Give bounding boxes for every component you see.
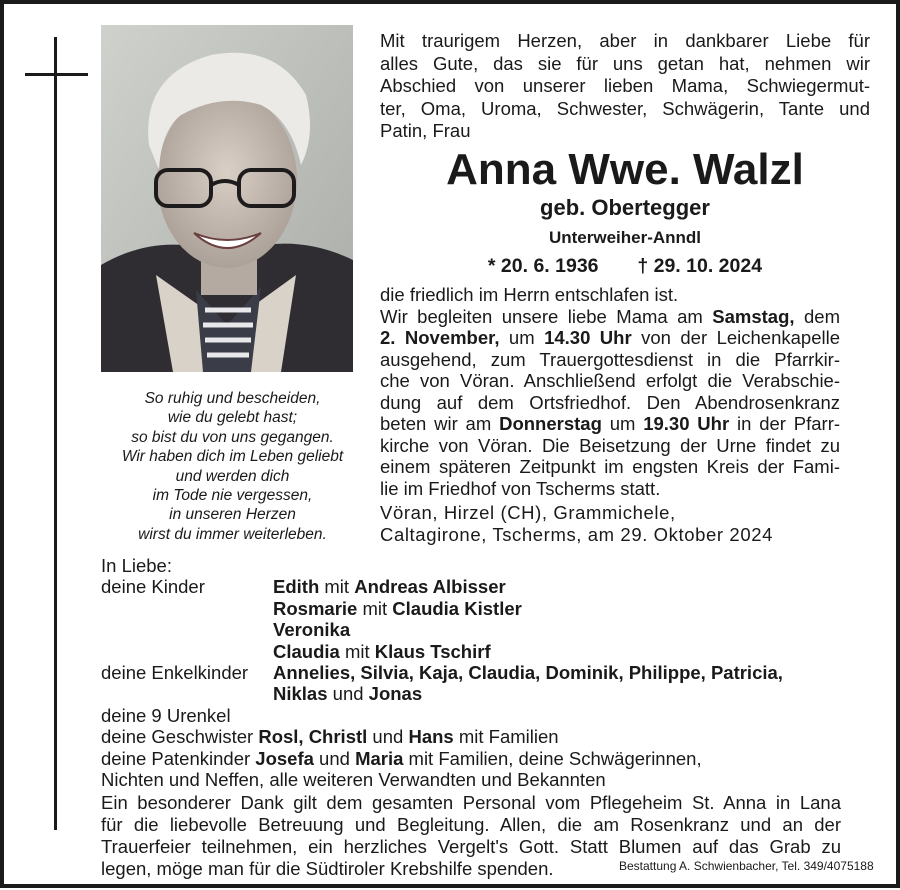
place-line: Caltagirone, Tscherms, am 29. Oktober 2024	[380, 524, 773, 545]
body-line: kirche von Vöran. Die Beisetzung der Urne findet zu	[380, 434, 840, 456]
life-dates	[380, 255, 870, 278]
body-line: einem späteren Zeitpunkt im engsten Kreis der Fami-	[380, 456, 840, 477]
poem-line: und werden dich	[175, 467, 290, 485]
thanks-line: Trauerfeier teilnehmen, ein herzliches Vergelt's Gott. Statt Blumen auf das Grab zu	[101, 836, 841, 857]
child-entry: Edith mit Andreas Albisser	[273, 576, 506, 598]
poem-line: wie du gelebt hast;	[167, 409, 298, 427]
birth-date: * 20. 6. 1936	[487, 255, 599, 277]
body-line: beten wir am Donnerstag um 19.30 Uhr in der Pfarr-	[380, 413, 841, 434]
intro-line: Mit traurigem Herzen, aber in dankbarer Liebe für	[380, 30, 870, 51]
grandchildren-label: deine Enkelkinder	[101, 662, 249, 684]
intro-line: Abschied von unserer lieben Mama, Schwiegermut-	[380, 75, 870, 96]
body-line: die friedlich im Herrn entschlafen ist.	[380, 284, 679, 305]
body-line: Wir begleiten unsere liebe Mama am Samstag, dem	[380, 305, 840, 327]
intro-line: ter, Oma, Uroma, Schwester, Schwägerin, Tante und	[380, 97, 870, 119]
body-line: 2. November, um 14.30 Uhr von der Leichenkapelle	[380, 327, 840, 348]
cross-icon-bar	[25, 73, 88, 76]
deceased-name: Anna Wwe. Walzl	[446, 145, 804, 194]
poem	[90, 389, 375, 544]
children-row	[101, 576, 861, 597]
mourners-list	[101, 555, 861, 790]
great-grandchildren: deine 9 Urenkel	[101, 704, 231, 726]
poem-line: in unseren Herzen	[169, 506, 296, 524]
poem-line: im Tode nie vergessen,	[152, 487, 313, 505]
grandchildren-names: Annelies, Silvia, Kaja, Claudia, Dominik, Philippe, Patricia,	[273, 662, 783, 684]
place-line: Vöran, Hirzel (CH), Grammichele,	[380, 502, 676, 523]
place-and-date	[380, 502, 840, 546]
in-love-label: In Liebe:	[101, 555, 172, 576]
intro-text	[380, 30, 870, 143]
poem-line: wirst du immer weiterleben.	[138, 525, 327, 543]
death-date: † 29. 10. 2024	[637, 255, 763, 277]
body-line: dung auf dem Ortsfriedhof. Den Abendrosenkranz	[380, 391, 840, 413]
body-line: ausgehend, zum Trauergottesdienst in die Pfarrkir-	[380, 348, 840, 370]
intro-line: alles Gute, das sie für uns getan hat, nehmen wir	[380, 52, 870, 74]
funeral-details	[380, 284, 840, 499]
time-funeral: 14.30 Uhr	[544, 327, 632, 348]
maiden-name: geb. Obertegger	[540, 195, 710, 220]
relatives: Nichten und Neffen, alle weiteren Verwandten und Bekannten	[101, 769, 606, 791]
date-november: 2. November,	[380, 327, 500, 348]
poem-line: Wir haben dich im Leben geliebt	[121, 448, 344, 466]
time-rosary: 19.30 Uhr	[643, 413, 730, 434]
grandchildren-names: Niklas und Jonas	[273, 683, 423, 705]
thanks-line: legen, möge man für die Südtiroler Krebshilfe spenden.	[101, 858, 554, 879]
child-entry: Veronika	[273, 619, 351, 641]
children-label: deine Kinder	[101, 576, 205, 598]
godchildren: deine Patenkinder Josefa und Maria mit Familien, deine Schwägerinnen,	[101, 747, 702, 769]
body-line: lie im Friedhof von Tscherms statt.	[380, 477, 661, 499]
intro-line: Patin, Frau	[380, 120, 471, 141]
undertaker-credit: Bestattung A. Schwienbacher, Tel. 349/4075188	[619, 859, 874, 873]
poem-line: So ruhig und bescheiden,	[144, 390, 321, 407]
thanks-line: Ein besonderer Dank gilt dem gesamten Personal vom Pflegeheim St. Anna in Lana	[101, 792, 841, 813]
child-entry: Rosmarie mit Claudia Kistler	[273, 597, 522, 619]
body-line: che von Vöran. Anschließend erfolgt die Verabschie-	[380, 370, 840, 391]
grandchildren-row	[101, 662, 861, 683]
poem-line: so bist du von uns gegangen.	[131, 428, 334, 446]
day-thursday: Donnerstag	[499, 413, 602, 434]
house-name: Unterweiher-Anndl	[548, 228, 702, 247]
portrait-photo	[101, 25, 353, 372]
cross-icon	[54, 37, 57, 830]
siblings: deine Geschwister Rosl, Christl und Hans mit Familien	[101, 726, 559, 748]
thanks-line: für die liebevolle Betreuung und Begleitung. Allen, die am Rosenkranz und an der	[101, 814, 841, 835]
child-entry: Claudia mit Klaus Tschirf	[273, 640, 491, 662]
day-saturday: Samstag,	[712, 305, 795, 327]
